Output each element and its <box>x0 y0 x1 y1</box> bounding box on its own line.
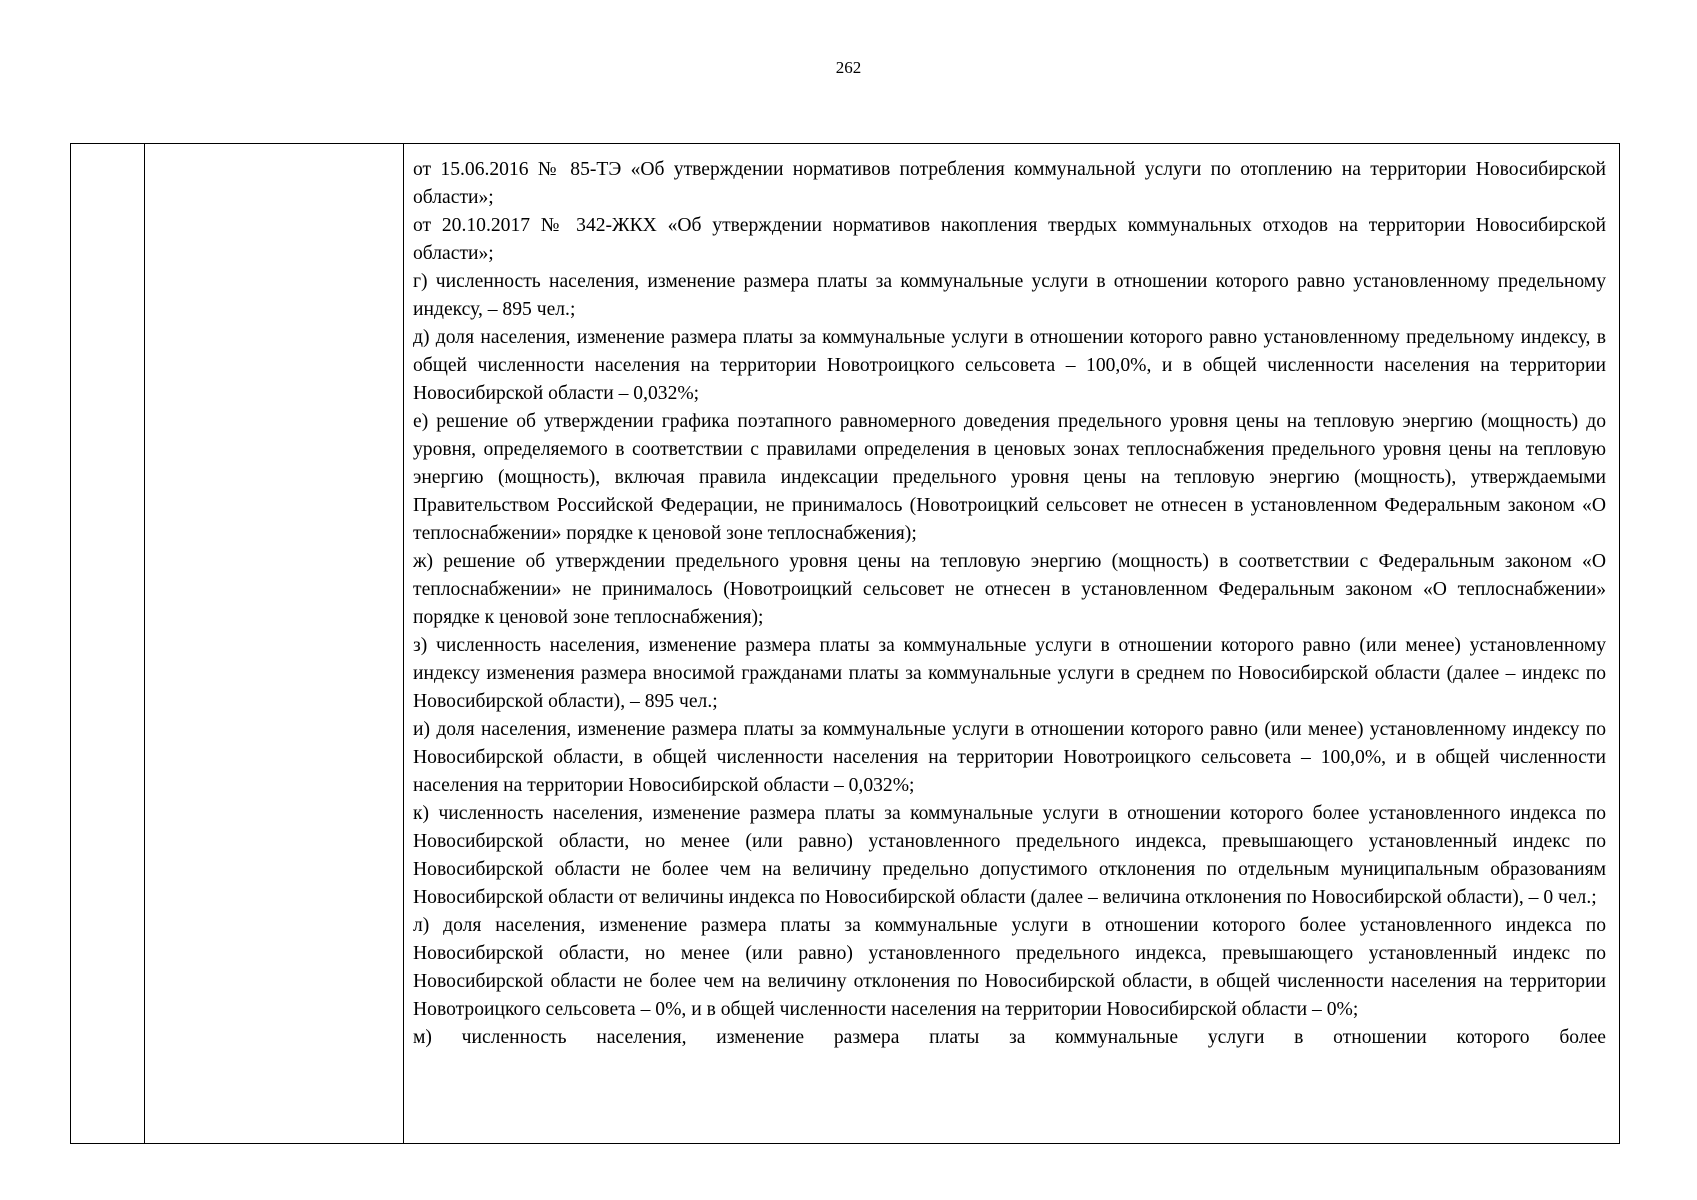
paragraph-d: д) доля населения, изменение размера платы за коммунальные услуги в отношении которого равно установленному предельному индексу, в общей численности населения на территории Новотроицкого сельсовета – 100,0%, и в общей численности населения на территории Новосибирской области – 0,032%; <box>413 327 1606 404</box>
paragraph-l: л) доля населения, изменение размера платы за коммунальные услуги в отношении которого более установленного индекса по Новосибирской области, но менее (или равно) установленного предельного индекса, превышающего установленный индекс по Новосибирской области не более чем на величину отклонения по Новосибирской области, в общей численности населения на территории Новотроицкого сельсовета – 0%, и в общей численности населения на территории Новосибирской области – 0%; <box>413 915 1606 1020</box>
paragraph-resolution-342: от 20.10.2017 № 342-ЖКХ «Об утверждении нормативов накопления твердых коммунальных отходов на территории Новосибирской области»; <box>413 215 1606 264</box>
table-column-number <box>71 144 145 1143</box>
paragraph-g: г) численность населения, изменение размера платы за коммунальные услуги в отношении которого равно установленному предельному индексу, – 895 чел.; <box>413 271 1606 320</box>
paragraph-i: и) доля населения, изменение размера платы за коммунальные услуги в отношении которого равно (или менее) установленному индексу по Новосибирской области, в общей численности населения на территории Новотроицкого сельсовета – 100,0%, и в общей численности населения на территории Новосибирской области – 0,032%; <box>413 719 1606 796</box>
paragraph-z: з) численность населения, изменение размера платы за коммунальные услуги в отношении которого равно (или менее) установленному индексу изменения размера вносимой гражданами платы за коммунальные услуги в среднем по Новосибирской области (далее – индекс по Новосибирской области), – 895 чел.; <box>413 635 1606 712</box>
paragraph-k: к) численность населения, изменение размера платы за коммунальные услуги в отношении которого более установленного индекса по Новосибирской области, но менее (или равно) установленного предельного индекса, превышающего установленный индекс по Новосибирской области не более чем на величину предельно допустимого отклонения по отдельным муниципальным образованиям Новосибирской области от величины индекса по Новосибирской области (далее – величина отклонения по Новосибирской области), – 0 чел.; <box>413 803 1606 908</box>
table-column-name <box>145 144 404 1143</box>
document-table <box>70 143 1620 1144</box>
page-number: 262 <box>835 58 862 77</box>
paragraph-e: е) решение об утверждении графика поэтапного равномерного доведения предельного уровня цены на тепловую энергию (мощность) до уровня, определяемого в соответствии с правилами определения в ценовых зонах теплоснабжения предельного уровня цены на тепловую энергию (мощность), включая правила индексации предельного уровня цены на тепловую энергию (мощность), утверждаемыми Правительством Российской Федерации, не принималось (Новотроицкий сельсовет не отнесен в установленном Федеральным законом «О теплоснабжении» порядке к ценовой зоне теплоснабжения); <box>413 411 1606 544</box>
table-column-content <box>404 144 1619 1143</box>
paragraph-zh: ж) решение об утверждении предельного уровня цены на тепловую энергию (мощность) в соответствии с Федеральным законом «О теплоснабжении» не принималось (Новотроицкий сельсовет не отнесен в установленном Федеральным законом «О теплоснабжении» порядке к ценовой зоне теплоснабжения); <box>413 551 1606 628</box>
paragraph-m: м) численность населения, изменение размера платы за коммунальные услуги в отношении которого более <box>413 1027 1606 1048</box>
paragraph-resolution-85: от 15.06.2016 № 85-ТЭ «Об утверждении нормативов потребления коммунальной услуги по отоплению на территории Новосибирской области»; <box>413 159 1606 208</box>
